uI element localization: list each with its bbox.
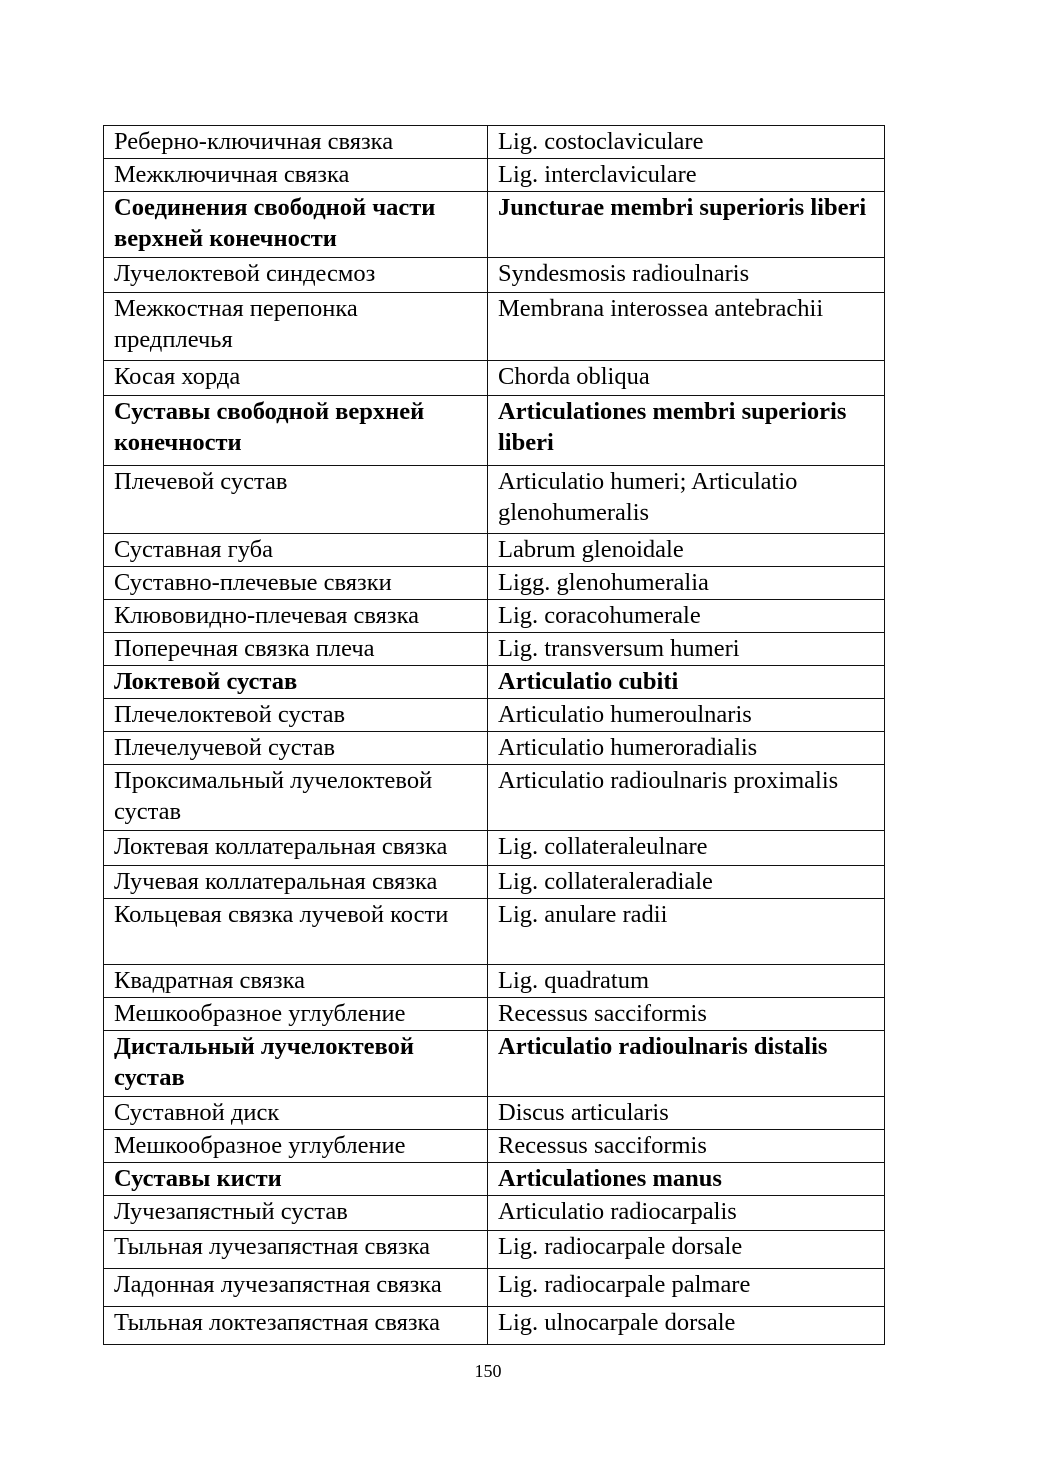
- page-number: 150: [474, 1361, 502, 1381]
- latin-term-cell: Membrana interossea antebrachii: [488, 293, 885, 361]
- russian-term-cell: Мешкообразное углубление: [104, 998, 488, 1031]
- table-row: [104, 1269, 885, 1307]
- table-row: [104, 1097, 885, 1130]
- russian-term-cell: Кольцевая связка лучевой кости: [104, 899, 488, 965]
- table-row: [104, 965, 885, 998]
- russian-term-cell: Реберно-ключичная связка: [104, 126, 488, 159]
- russian-term-cell: Клювовидно-плечевая связка: [104, 600, 488, 633]
- russian-term-cell: Суставной диск: [104, 1097, 488, 1130]
- latin-term-cell: Syndesmosis radioulnaris: [488, 258, 885, 293]
- table-row: [104, 159, 885, 192]
- latin-term-cell: Juncturae membri superioris liberi: [488, 192, 885, 258]
- russian-term-cell: Межкостная перепонка предплечья: [104, 293, 488, 361]
- latin-term-cell: Articulatio radioulnaris proximalis: [488, 765, 885, 831]
- table-row: [104, 998, 885, 1031]
- latin-term-cell: Ligg. glenohumeralia: [488, 567, 885, 600]
- russian-term-cell: Плечевой сустав: [104, 466, 488, 534]
- table-row: [104, 899, 885, 965]
- russian-term-cell: Соединения свободной части верхней конечности: [104, 192, 488, 258]
- table-row: [104, 732, 885, 765]
- table-row: [104, 258, 885, 293]
- russian-term-cell: Мешкообразное углубление: [104, 1130, 488, 1163]
- russian-term-cell: Квадратная связка: [104, 965, 488, 998]
- anatomy-terms-table: [103, 125, 885, 1345]
- russian-term-cell: Косая хорда: [104, 361, 488, 396]
- russian-term-cell: Суставы свободной верхней конечности: [104, 396, 488, 466]
- latin-term-cell: Lig. coracohumerale: [488, 600, 885, 633]
- latin-term-cell: Lig. ulnocarpale dorsale: [488, 1307, 885, 1345]
- latin-term-cell: Articulationes membri superioris liberi: [488, 396, 885, 466]
- table-row: [104, 1130, 885, 1163]
- table-row: [104, 1031, 885, 1097]
- table-row: [104, 466, 885, 534]
- table-row: [104, 293, 885, 361]
- latin-term-cell: Lig. transversum humeri: [488, 633, 885, 666]
- russian-term-cell: Лучезапястный сустав: [104, 1196, 488, 1231]
- latin-term-cell: Chorda obliqua: [488, 361, 885, 396]
- latin-term-cell: Recessus sacciformis: [488, 998, 885, 1031]
- table-row: [104, 534, 885, 567]
- table-row: [104, 192, 885, 258]
- table-row: [104, 699, 885, 732]
- table-row: [104, 831, 885, 866]
- table-row: [104, 1231, 885, 1269]
- russian-term-cell: Плечелоктевой сустав: [104, 699, 488, 732]
- russian-term-cell: Суставно-плечевые связки: [104, 567, 488, 600]
- latin-term-cell: Articulatio radioulnaris distalis: [488, 1031, 885, 1097]
- russian-term-cell: Локтевой сустав: [104, 666, 488, 699]
- table-row: [104, 1307, 885, 1345]
- latin-term-cell: Discus articularis: [488, 1097, 885, 1130]
- latin-term-cell: Articulatio cubiti: [488, 666, 885, 699]
- table-row: [104, 126, 885, 159]
- latin-term-cell: Articulatio radiocarpalis: [488, 1196, 885, 1231]
- table-row: [104, 361, 885, 396]
- russian-term-cell: Лучевая коллатеральная связка: [104, 866, 488, 899]
- russian-term-cell: Межключичная связка: [104, 159, 488, 192]
- russian-term-cell: Дистальный лучелоктевой сустав: [104, 1031, 488, 1097]
- table-row: [104, 666, 885, 699]
- latin-term-cell: Articulatio humeroulnaris: [488, 699, 885, 732]
- latin-term-cell: Lig. interclaviculare: [488, 159, 885, 192]
- russian-term-cell: Тыльная лучезапястная связка: [104, 1231, 488, 1269]
- latin-term-cell: Lig. collateraleulnare: [488, 831, 885, 866]
- latin-term-cell: Labrum glenoidale: [488, 534, 885, 567]
- latin-term-cell: Lig. costoclaviculare: [488, 126, 885, 159]
- russian-term-cell: Суставы кисти: [104, 1163, 488, 1196]
- latin-term-cell: Articulationes manus: [488, 1163, 885, 1196]
- table-row: [104, 633, 885, 666]
- latin-term-cell: Lig. anulare radii: [488, 899, 885, 965]
- latin-term-cell: Lig. quadratum: [488, 965, 885, 998]
- latin-term-cell: Articulatio humeroradialis: [488, 732, 885, 765]
- russian-term-cell: Лучелоктевой синдесмоз: [104, 258, 488, 293]
- latin-term-cell: Recessus sacciformis: [488, 1130, 885, 1163]
- table-row: [104, 866, 885, 899]
- table-row: [104, 1196, 885, 1231]
- latin-term-cell: Articulatio humeri; Articulatio glenohumeralis: [488, 466, 885, 534]
- terms-table-body: [104, 126, 885, 1345]
- table-row: [104, 600, 885, 633]
- latin-term-cell: Lig. collateraleradiale: [488, 866, 885, 899]
- table-row: [104, 567, 885, 600]
- latin-term-cell: Lig. radiocarpale dorsale: [488, 1231, 885, 1269]
- latin-term-cell: Lig. radiocarpale palmare: [488, 1269, 885, 1307]
- russian-term-cell: Поперечная связка плеча: [104, 633, 488, 666]
- table-row: [104, 396, 885, 466]
- table-row: [104, 765, 885, 831]
- russian-term-cell: Проксимальный лучелоктевой сустав: [104, 765, 488, 831]
- russian-term-cell: Суставная губа: [104, 534, 488, 567]
- russian-term-cell: Ладонная лучезапястная связка: [104, 1269, 488, 1307]
- russian-term-cell: Тыльная локтезапястная связка: [104, 1307, 488, 1345]
- russian-term-cell: Локтевая коллатеральная связка: [104, 831, 488, 866]
- table-row: [104, 1163, 885, 1196]
- russian-term-cell: Плечелучевой сустав: [104, 732, 488, 765]
